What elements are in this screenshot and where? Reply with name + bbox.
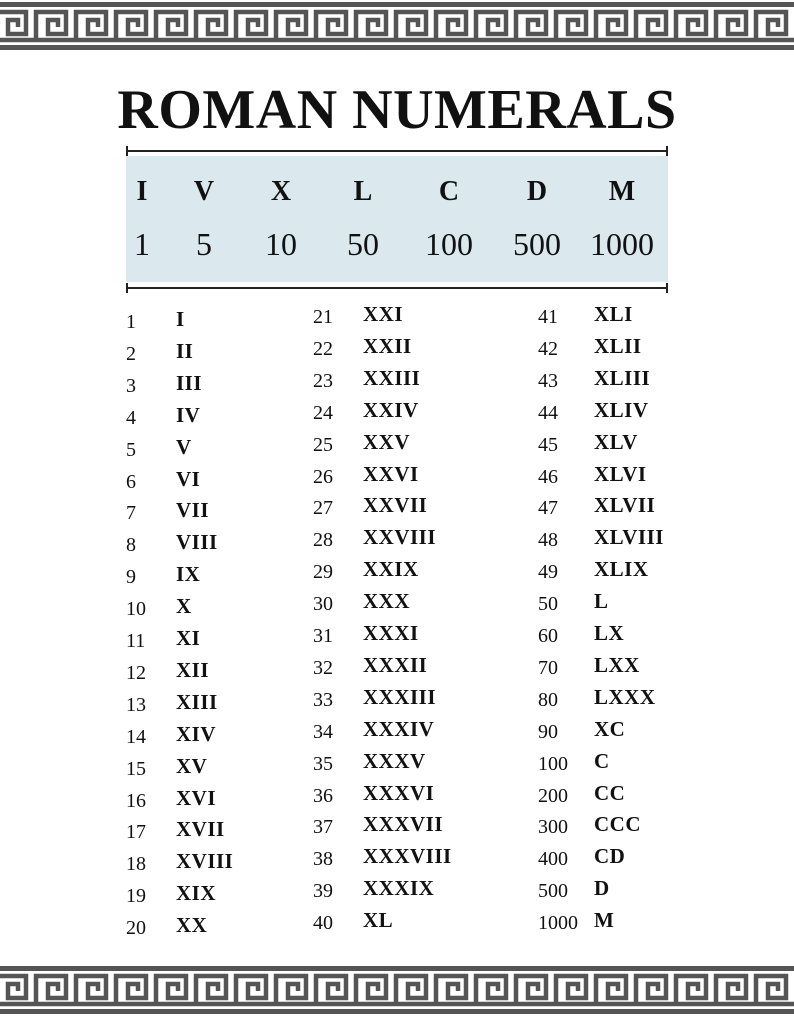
key-value: 10 [265, 226, 297, 262]
roman-numeral: VII [176, 498, 210, 523]
key-symbol: X [270, 176, 292, 207]
key-symbol: V [193, 176, 215, 207]
numeral-row [538, 332, 768, 364]
numeral-row [313, 396, 543, 428]
roman-numeral: XX [176, 913, 208, 938]
arabic-number: 24 [313, 401, 333, 424]
roman-numeral: L [594, 589, 609, 614]
arabic-number: 4 [126, 406, 136, 429]
numeral-row [538, 364, 768, 396]
roman-numeral: XXIX [363, 557, 419, 582]
arabic-number: 42 [538, 337, 558, 360]
arabic-number: 300 [538, 816, 568, 839]
symbol-key-table [126, 156, 668, 282]
arabic-number: 11 [126, 630, 146, 652]
roman-numeral: XXXVIII [363, 844, 452, 869]
greek-key-border-top [0, 0, 794, 52]
roman-numeral: XLIII [594, 365, 651, 390]
numeral-row [538, 906, 768, 938]
numeral-row [538, 874, 768, 906]
greek-key-border-bottom [0, 964, 794, 1016]
arabic-number: 17 [126, 821, 146, 844]
arabic-number: 22 [313, 337, 333, 360]
roman-numeral: XLVIII [594, 525, 664, 550]
roman-numeral: XVI [176, 785, 217, 810]
numeral-row [313, 842, 543, 874]
roman-numeral: XLIX [594, 557, 649, 582]
numeral-row [538, 651, 768, 683]
roman-numeral: XXX [363, 589, 410, 614]
roman-numeral: XXXII [363, 652, 428, 677]
numeral-row [313, 906, 543, 938]
numeral-row [313, 810, 543, 842]
roman-numeral: XXV [363, 429, 410, 454]
roman-numeral: C [594, 748, 610, 773]
arabic-number: 90 [538, 720, 558, 743]
roman-numeral: XXVIII [363, 525, 437, 550]
key-value: 1 [134, 226, 150, 262]
roman-numeral: CC [594, 780, 626, 805]
roman-numeral: II [176, 338, 194, 363]
arabic-number: 2 [126, 342, 136, 365]
roman-numeral: LXX [594, 652, 640, 677]
arabic-number: 23 [313, 369, 333, 392]
roman-numeral: XXXIV [363, 716, 435, 741]
arabic-number: 12 [126, 661, 146, 684]
arabic-number: 38 [313, 848, 333, 871]
arabic-number: 27 [313, 497, 333, 520]
numeral-row [313, 428, 543, 460]
arabic-number: 36 [313, 784, 333, 807]
roman-numeral: III [176, 370, 203, 395]
numeral-row [313, 715, 543, 747]
roman-numeral: XXVI [363, 461, 419, 486]
key-symbol: M [608, 176, 636, 207]
roman-numeral: VIII [176, 530, 218, 555]
numeral-list [0, 300, 794, 960]
arabic-number: 200 [538, 784, 568, 807]
roman-numeral: XVII [176, 817, 225, 842]
arabic-number: 5 [126, 438, 136, 461]
numeral-row [538, 396, 768, 428]
numeral-row [313, 523, 543, 555]
roman-numeral: XXVII [363, 493, 428, 518]
arabic-number: 44 [538, 401, 558, 424]
arabic-number: 31 [313, 625, 333, 647]
arabic-number: 25 [313, 433, 333, 456]
numeral-row [313, 683, 543, 715]
numeral-row [538, 428, 768, 460]
numeral-row [313, 364, 543, 396]
roman-numeral: XXIII [363, 365, 421, 390]
numeral-row [538, 810, 768, 842]
roman-numeral: I [176, 307, 185, 331]
roman-numeral: XXXV [363, 748, 426, 773]
roman-numeral: XXXVI [363, 780, 435, 805]
key-symbol: C [438, 176, 460, 207]
arabic-number: 13 [126, 693, 146, 716]
roman-numeral: IV [176, 402, 201, 427]
arabic-number: 26 [313, 465, 333, 488]
roman-numeral: M [594, 908, 615, 933]
numeral-row [313, 651, 543, 683]
roman-numeral: XLVI [594, 461, 647, 486]
arabic-number: 46 [538, 465, 558, 488]
divider-top [126, 150, 668, 152]
arabic-number: 43 [538, 369, 558, 392]
roman-numeral: CD [594, 844, 626, 869]
arabic-number: 1 [126, 311, 136, 333]
arabic-number: 70 [538, 656, 558, 679]
arabic-number: 14 [126, 725, 146, 748]
arabic-number: 40 [313, 912, 333, 935]
key-value: 50 [347, 226, 379, 262]
roman-numeral: XII [176, 657, 210, 682]
numeral-row [538, 555, 768, 587]
roman-numeral: XXXIII [363, 684, 437, 709]
roman-numeral: XVIII [176, 849, 234, 874]
roman-numeral: XIII [176, 689, 218, 714]
roman-numeral: XC [594, 716, 626, 741]
numeral-row [538, 523, 768, 555]
roman-numeral: XXXIX [363, 876, 435, 901]
arabic-number: 30 [313, 593, 333, 616]
arabic-number: 28 [313, 529, 333, 552]
roman-numeral: XLVII [594, 493, 656, 518]
arabic-number: 6 [126, 470, 136, 493]
key-value: 500 [513, 226, 561, 262]
numeral-row [313, 619, 543, 651]
roman-numeral: XLV [594, 429, 638, 454]
arabic-number: 39 [313, 880, 333, 903]
numeral-row [538, 683, 768, 715]
arabic-number: 100 [538, 752, 568, 775]
numeral-row [313, 779, 543, 811]
roman-numeral: D [594, 876, 610, 901]
key-symbol: L [353, 176, 373, 207]
roman-numeral: XLII [594, 333, 642, 358]
numeral-row [538, 491, 768, 523]
arabic-number: 500 [538, 880, 568, 903]
numeral-row [538, 779, 768, 811]
roman-numeral: XL [363, 908, 394, 933]
roman-numeral: XLI [594, 302, 633, 326]
arabic-number: 29 [313, 561, 333, 584]
numeral-row [313, 874, 543, 906]
numeral-row [538, 747, 768, 779]
roman-numeral: XIX [176, 881, 217, 906]
roman-numeral: XXXI [363, 621, 419, 645]
arabic-number: 10 [126, 598, 146, 621]
arabic-number: 45 [538, 433, 558, 456]
numeral-row [538, 300, 768, 332]
roman-numeral: XV [176, 753, 208, 778]
roman-numeral: XXII [363, 333, 412, 358]
numeral-row [538, 619, 768, 651]
arabic-number: 33 [313, 688, 333, 711]
arabic-number: 21 [313, 306, 333, 328]
arabic-number: 20 [126, 917, 146, 940]
roman-numeral: XXIV [363, 397, 419, 422]
key-value: 1000 [590, 226, 654, 262]
arabic-number: 60 [538, 625, 558, 647]
roman-numeral: IX [176, 562, 201, 587]
arabic-number: 32 [313, 656, 333, 679]
key-value: 100 [425, 226, 473, 262]
arabic-number: 19 [126, 885, 146, 908]
numeral-row [313, 491, 543, 523]
roman-numeral: XLIV [594, 397, 649, 422]
numeral-row [538, 715, 768, 747]
arabic-number: 49 [538, 561, 558, 584]
key-value: 5 [196, 226, 212, 262]
numeral-row [538, 842, 768, 874]
arabic-number: 9 [126, 566, 136, 589]
key-symbol: I [136, 176, 148, 207]
arabic-number: 15 [126, 757, 146, 780]
numeral-row [313, 332, 543, 364]
numeral-row [313, 747, 543, 779]
arabic-number: 41 [538, 306, 558, 328]
arabic-number: 34 [313, 720, 333, 743]
numeral-row [313, 555, 543, 587]
arabic-number: 47 [538, 497, 558, 520]
numeral-row [313, 587, 543, 619]
arabic-number: 80 [538, 688, 558, 711]
page-title: ROMAN NUMERALS [117, 79, 677, 141]
arabic-number: 8 [126, 534, 136, 557]
arabic-number: 48 [538, 529, 558, 552]
arabic-number: 400 [538, 848, 568, 871]
key-symbol: D [526, 176, 548, 207]
numeral-row [538, 460, 768, 492]
numeral-row [538, 587, 768, 619]
roman-numeral: LX [594, 621, 625, 645]
divider-bottom [126, 287, 668, 289]
roman-numeral: XI [176, 626, 201, 650]
roman-numeral: VI [176, 466, 201, 491]
roman-numeral: XXXVII [363, 812, 444, 837]
roman-numeral: X [176, 594, 192, 619]
arabic-number: 35 [313, 752, 333, 775]
numeral-row [313, 300, 543, 332]
roman-numeral: CCC [594, 812, 641, 837]
roman-numeral: V [176, 434, 192, 459]
arabic-number: 37 [313, 816, 333, 839]
arabic-number: 3 [126, 374, 136, 397]
arabic-number: 18 [126, 853, 146, 876]
roman-numeral: LXXX [594, 684, 656, 709]
arabic-number: 1000 [538, 912, 578, 935]
arabic-number: 50 [538, 593, 558, 616]
arabic-number: 16 [126, 789, 146, 812]
arabic-number: 7 [126, 502, 136, 525]
numeral-row [313, 460, 543, 492]
roman-numeral: XIV [176, 721, 217, 746]
roman-numeral: XXI [363, 302, 404, 326]
